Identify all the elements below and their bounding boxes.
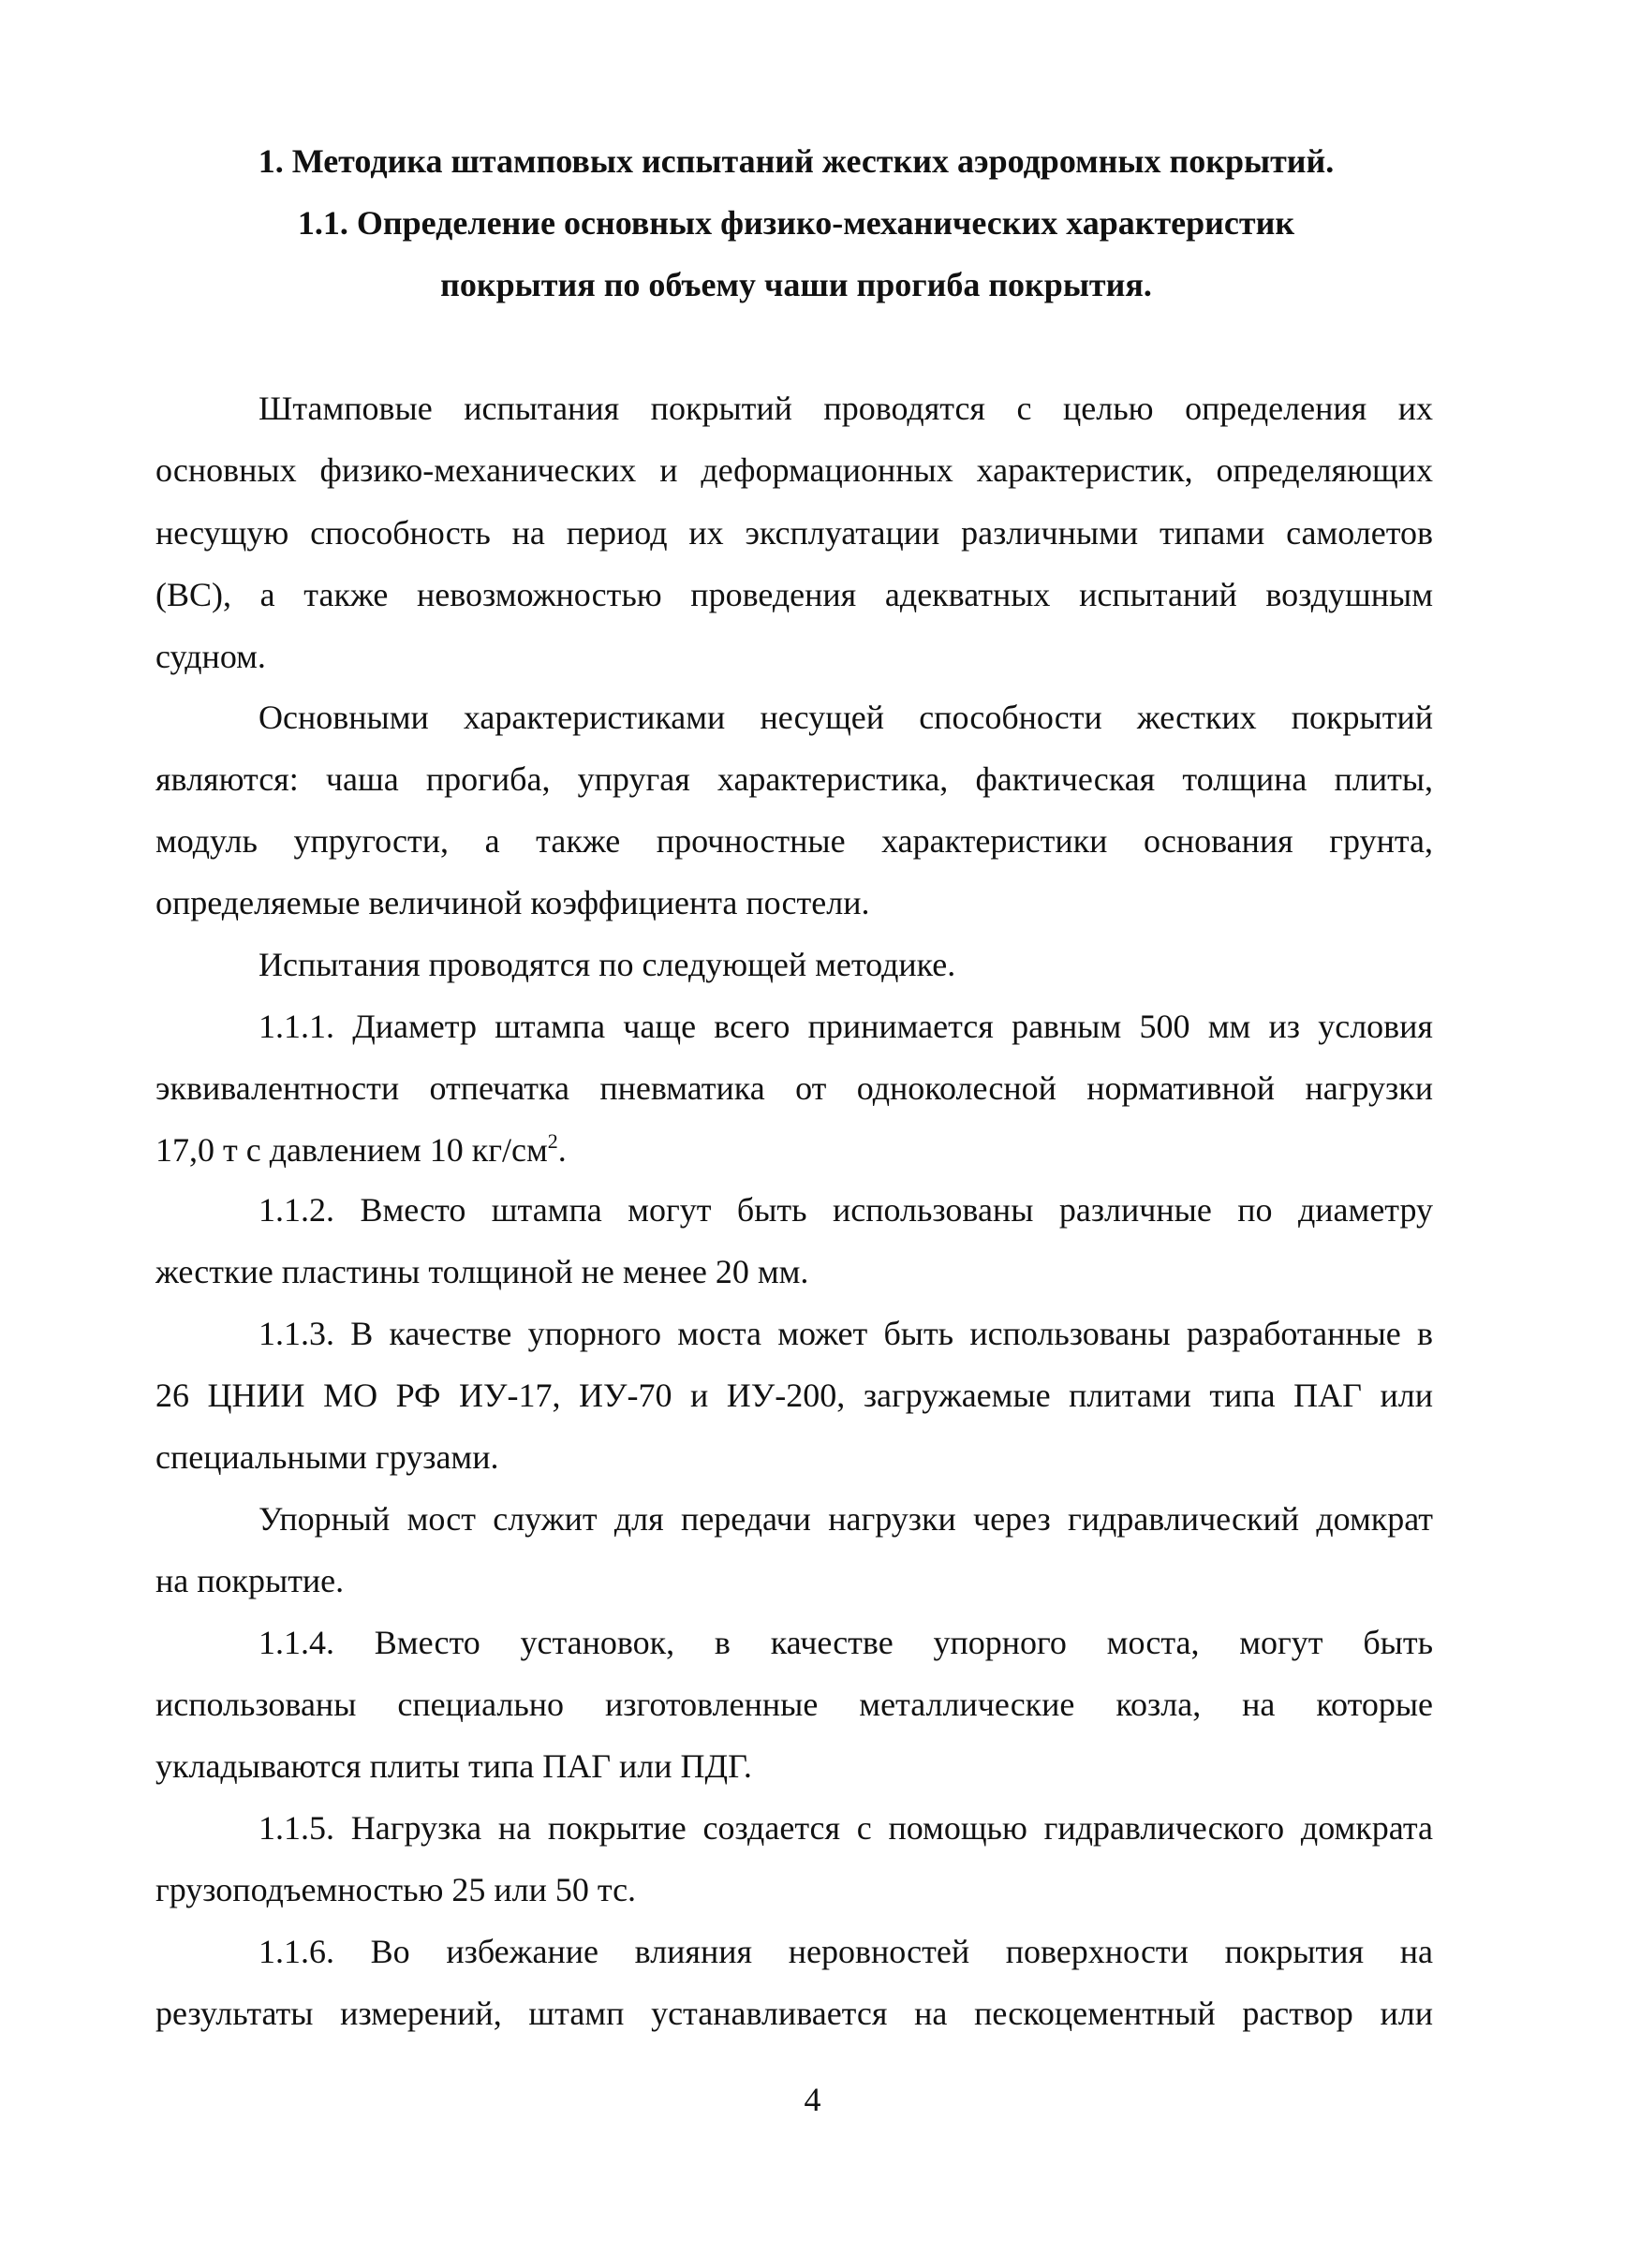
paragraph-line: Упорный мост служит для передачи нагрузки через гидравлический домкрат — [259, 1500, 1433, 1538]
paragraph-line: грузоподъемностью 25 или 50 тс. — [155, 1871, 637, 1908]
page-number: 4 — [804, 2081, 821, 2118]
paragraph-line: 1.1.5. Нагрузка на покрытие создается с помощью гидравлического домкрата — [259, 1809, 1433, 1847]
paragraph-line: результаты измерений, штамп устанавливается на пескоцементный раствор или — [155, 1995, 1433, 2032]
paragraph-line: 1.1.1. Диаметр штампа чаще всего принимается равным 500 мм из условия — [259, 1008, 1433, 1045]
paragraph-line: использованы специально изготовленные металлические козла, на которые — [155, 1686, 1433, 1723]
section-title: 1. Методика штамповых испытаний жестких аэродромных покрытий. — [258, 142, 1335, 180]
paragraph-line: являются: чаша прогиба, упругая характеристика, фактическая толщина плиты, — [155, 760, 1433, 798]
paragraph-line: на покрытие. — [155, 1562, 345, 1599]
paragraph-line: несущую способность на период их эксплуатации различными типами самолетов — [155, 514, 1433, 552]
superscript-exponent: 2 — [547, 1129, 558, 1153]
paragraph-line: Основными характеристиками несущей способности жестких покрытий — [259, 699, 1433, 736]
paragraph-line: судном. — [155, 638, 266, 675]
paragraph-line: жесткие пластины толщиной не менее 20 мм. — [155, 1253, 809, 1290]
paragraph-line: определяемые величиной коэффициента постели. — [155, 884, 870, 921]
paragraph-line: Штамповые испытания покрытий проводятся с целью определения их — [259, 390, 1433, 427]
subsection-title: 1.1. Определение основных физико-механических характеристик — [297, 204, 1295, 242]
paragraph-line: 1.1.3. В качестве упорного моста может быть использованы разработанные в — [259, 1315, 1433, 1352]
paragraph-line: эквивалентности отпечатка пневматика от одноколесной нормативной нагрузки — [155, 1069, 1433, 1107]
paragraph-line: 1.1.4. Вместо установок, в качестве упорного моста, могут быть — [259, 1624, 1433, 1661]
paragraph-line: 1.1.2. Вместо штампа могут быть использованы различные по диаметру — [259, 1191, 1433, 1229]
paragraph-line: (ВС), а также невозможностью проведения адекватных испытаний воздушным — [155, 576, 1433, 613]
paragraph-line: основных физико-механических и деформационных характеристик, определяющих — [155, 451, 1433, 489]
paragraph-line: 26 ЦНИИ МО РФ ИУ-17, ИУ-70 и ИУ-200, загружаемые плитами типа ПАГ или — [155, 1377, 1433, 1414]
subsection-title-continued: покрытия по объему чаши прогиба покрытия. — [440, 266, 1152, 303]
pressure-text: 17,0 т с давлением 10 кг/см — [155, 1131, 548, 1169]
paragraph-line: 1.1.6. Во избежание влияния неровностей поверхности покрытия на — [259, 1933, 1433, 1970]
paragraph-line: Испытания проводятся по следующей методике. — [259, 946, 956, 983]
paragraph-line-with-superscript — [155, 1131, 1433, 1169]
paragraph-line: укладываются плиты типа ПАГ или ПДГ. — [155, 1747, 752, 1785]
sentence-end: . — [557, 1131, 567, 1169]
paragraph-line: специальными грузами. — [155, 1438, 499, 1476]
paragraph-line: модуль упругости, а также прочностные характеристики основания грунта, — [155, 822, 1433, 860]
